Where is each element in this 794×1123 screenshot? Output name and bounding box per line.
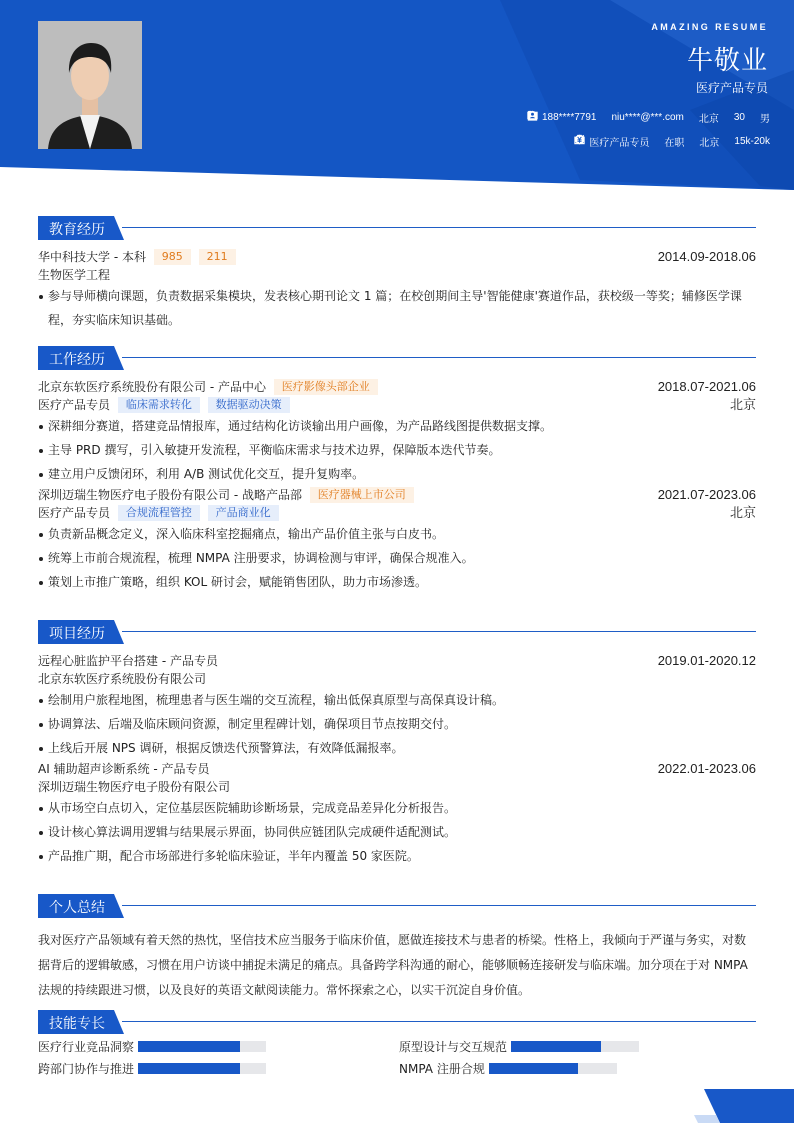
project-item	[38, 760, 756, 868]
skill-item	[399, 1060, 617, 1077]
skill-item	[38, 1038, 266, 1055]
job-intent-row	[574, 134, 770, 149]
residence-text: 北京	[698, 114, 719, 125]
gender-icon	[527, 110, 538, 121]
projects-section	[38, 620, 756, 868]
list-item: 参与导师横向课题，负责数据采集模块，发表核心期刊论文 1 篇；在校创期间主导'智能健康'赛道作品，获校级一等奖；辅修医学课程，夯实临床知识基础。	[38, 284, 756, 332]
project-org-row	[38, 778, 756, 796]
salary-text: 15k-20k	[734, 136, 770, 147]
list-item: 策划上市推广策略，组织 KOL 研讨会，赋能销售团队，助力市场渗透。	[38, 570, 756, 594]
list-item: 建立用户反馈闭环，利用 A/B 测试优化交互，提升复购率。	[38, 462, 756, 486]
work-item	[38, 486, 756, 594]
skill-bar-fill	[489, 1063, 579, 1074]
work-period: 2018.07-2021.06	[657, 379, 756, 394]
work-bullets	[38, 414, 756, 486]
major-name: 生物医学工程	[38, 268, 111, 282]
phone-text: 188****7791	[541, 112, 597, 123]
skill-bar-fill	[138, 1041, 240, 1052]
skill-label: 医疗行业竞品洞察	[38, 1040, 135, 1054]
work-item	[38, 378, 756, 486]
summary-text: 我对医疗产品领域有着天然的热忱，坚信技术应当服务于临床价值，愿做连接技术与患者的桥梁。性格上，我倾向于严谨与务实，对数据背后的逻辑敏感，习惯在用户访谈中捕捉未满足的痛点。具备跨学科沟通的耐心，能够顺畅连接研发与临床端。加分项在于对 NMPA 法规的持续跟进习惯，以及良好的英语文献阅读能力。常怀探索之心，以实干沉淀自身价值。	[38, 933, 748, 997]
project-name: AI 辅助超声诊断系统 - 产品专员	[38, 762, 210, 776]
project-org-row	[38, 670, 756, 688]
section-heading	[38, 346, 756, 370]
email-info	[611, 112, 683, 123]
skill-bar	[138, 1063, 266, 1074]
target-position-text: 医疗产品专员	[589, 138, 650, 149]
company-name: 北京东软医疗系统股份有限公司 - 产品中心	[38, 380, 266, 394]
residence-info	[699, 110, 719, 125]
salary-info	[734, 136, 770, 147]
section-divider	[122, 357, 756, 358]
school-tag: 985	[154, 249, 191, 265]
skill-label: 跨部门协作与推进	[38, 1062, 135, 1076]
list-item: 设计核心算法调用逻辑与结果展示界面，协同供应链团队完成硬件适配测试。	[38, 820, 756, 844]
target-city-text: 北京	[699, 138, 720, 149]
company-tag: 医疗器械上市公司	[310, 487, 414, 503]
work-company-row	[38, 486, 756, 504]
phone-info	[542, 112, 597, 123]
project-name-row	[38, 652, 756, 670]
section-heading	[38, 216, 756, 240]
role-tag: 合规流程管控	[118, 505, 200, 521]
section-title: 个人总结	[49, 900, 105, 916]
skill-bar-fill	[511, 1041, 601, 1052]
section-heading	[38, 1010, 756, 1034]
job-status-info	[664, 134, 684, 149]
skill-item	[399, 1038, 639, 1055]
section-divider	[122, 905, 756, 906]
work-city: 北京	[729, 397, 756, 412]
project-period: 2022.01-2023.06	[657, 761, 756, 776]
work-period: 2021.07-2023.06	[657, 487, 756, 502]
project-bullets	[38, 688, 756, 760]
section-heading	[38, 620, 756, 644]
list-item: 产品推广期，配合市场部进行多轮临床验证，半年内覆盖 50 家医院。	[38, 844, 756, 868]
section-heading	[38, 894, 756, 918]
education-school-row	[38, 248, 756, 266]
company-tag: 医疗影像头部企业	[274, 379, 378, 395]
skills-list	[38, 1038, 756, 1088]
contact-info-row	[527, 110, 770, 125]
list-item: 绘制用户旅程地图，梳理患者与医生端的交互流程，输出低保真原型与高保真设计稿。	[38, 688, 756, 712]
candidate-name: 牛敬业	[686, 46, 768, 76]
role-tag: 临床需求转化	[118, 397, 200, 413]
age-info	[734, 112, 745, 123]
gender-info	[760, 110, 770, 125]
project-bullets	[38, 796, 756, 868]
work-city: 北京	[729, 505, 756, 520]
list-item: 协调算法、后端及临床顾问资源，制定里程碑计划，确保项目节点按期交付。	[38, 712, 756, 736]
list-item: 深耕细分赛道，搭建竞品情报库，通过结构化访谈输出用户画像，为产品路线图提供数据支撑。	[38, 414, 756, 438]
role-name: 医疗产品专员	[38, 506, 111, 520]
education-period: 2014.09-2018.06	[657, 249, 756, 264]
school-name: 华中科技大学 - 本科	[38, 250, 146, 264]
skill-bar	[511, 1041, 639, 1052]
list-item: 负责新品概念定义，深入临床科室挖掘痛点，输出产品价值主张与白皮书。	[38, 522, 756, 546]
gender-text: 男	[760, 114, 770, 125]
target-city-info	[699, 134, 719, 149]
skill-label: 原型设计与交互规范	[399, 1040, 508, 1054]
project-org: 北京东软医疗系统股份有限公司	[38, 672, 207, 686]
job-status-text: 在职	[664, 138, 685, 149]
project-item	[38, 652, 756, 760]
email-text: niu****@***.com	[611, 112, 684, 123]
section-title: 项目经历	[49, 626, 105, 642]
skill-item	[38, 1060, 266, 1077]
skill-bar	[138, 1041, 266, 1052]
skills-section	[38, 1010, 756, 1088]
profile-photo	[38, 21, 142, 149]
list-item: 主导 PRD 撰写，引入敏捷开发流程，平衡临床需求与技术边界，保障版本迭代节奏。	[38, 438, 756, 462]
skill-bar-fill	[138, 1063, 240, 1074]
section-divider	[122, 631, 756, 632]
work-section	[38, 346, 756, 594]
money-icon	[574, 134, 585, 145]
section-divider	[122, 1021, 756, 1022]
candidate-title: 医疗产品专员	[695, 81, 768, 95]
role-tag: 数据驱动决策	[208, 397, 290, 413]
role-tag: 产品商业化	[208, 505, 279, 521]
age-text: 30	[733, 112, 745, 123]
section-title: 教育经历	[49, 222, 105, 238]
project-org: 深圳迈瑞生物医疗电子股份有限公司	[38, 780, 231, 794]
project-period: 2019.01-2020.12	[657, 653, 756, 668]
section-divider	[122, 227, 756, 228]
summary-section	[38, 894, 756, 1003]
skill-label: NMPA 注册合规	[399, 1062, 485, 1076]
company-name: 深圳迈瑞生物医疗电子股份有限公司 - 战略产品部	[38, 488, 302, 502]
work-company-row	[38, 378, 756, 396]
school-tag: 211	[199, 249, 236, 265]
project-name-row	[38, 760, 756, 778]
list-item: 上线后开展 NPS 调研，根据反馈迭代预警算法，有效降低漏报率。	[38, 736, 756, 760]
work-role-row	[38, 504, 756, 522]
role-name: 医疗产品专员	[38, 398, 111, 412]
resume-header	[0, 0, 794, 200]
work-role-row	[38, 396, 756, 414]
education-section	[38, 216, 756, 332]
work-bullets	[38, 522, 756, 594]
section-title: 工作经历	[49, 352, 105, 368]
target-position-info	[589, 134, 649, 149]
project-name: 远程心脏监护平台搭建 - 产品专员	[38, 654, 218, 668]
skill-bar	[489, 1063, 617, 1074]
resume-tagline: AMAZING RESUME	[651, 22, 768, 32]
education-major-row	[38, 266, 756, 284]
education-bullets	[38, 284, 756, 332]
section-title: 技能专长	[49, 1016, 105, 1032]
list-item: 从市场空白点切入，定位基层医院辅助诊断场景，完成竞品差异化分析报告。	[38, 796, 756, 820]
list-item: 统筹上市前合规流程，梳理 NMPA 注册要求，协调检测与审评，确保合规准入。	[38, 546, 756, 570]
